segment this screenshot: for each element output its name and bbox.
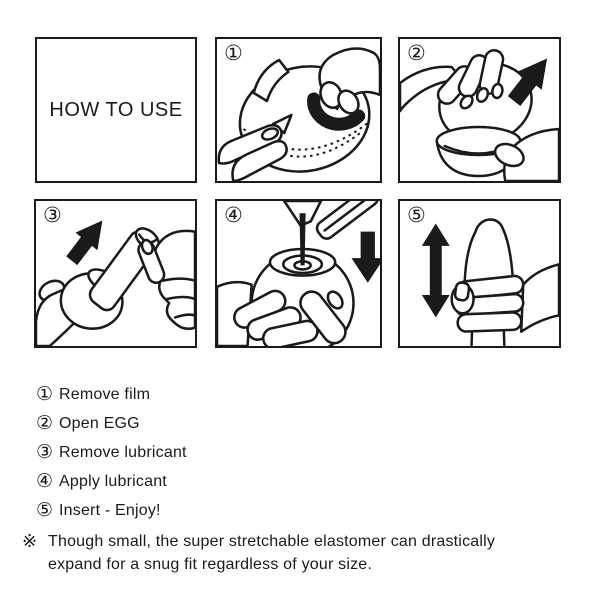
lubricant-stream: [300, 213, 306, 265]
instruction-number: ④: [36, 471, 54, 492]
instruction-number: ③: [36, 442, 54, 463]
footnote-line: Though small, the super stretchable elastomer can drastically: [48, 533, 496, 550]
panel-number: ②: [407, 42, 426, 65]
finger: [457, 312, 521, 332]
panel-step-4: [215, 199, 382, 348]
instruction-number: ②: [36, 413, 54, 434]
arrow-up-down-icon: [422, 223, 450, 317]
instruction-text: Remove film: [59, 385, 151, 403]
panel-number: ③: [43, 204, 62, 227]
panel-number: ⑤: [407, 204, 426, 227]
footnote-text: [48, 530, 495, 576]
right-hand-illustration: [136, 231, 195, 329]
instruction-item: [36, 438, 187, 467]
panel-step-2: [398, 37, 561, 183]
instruction-text: Apply lubricant: [59, 472, 167, 490]
instruction-number: ⑤: [36, 500, 54, 521]
panel-number: ①: [224, 42, 243, 65]
instruction-item: [36, 496, 187, 525]
wrist: [521, 264, 559, 331]
title-box: [35, 37, 197, 183]
reference-mark: ※: [22, 531, 38, 551]
instruction-text: Insert - Enjoy!: [59, 501, 161, 519]
arrow-down-icon: [351, 232, 380, 283]
fingernail: [491, 83, 503, 99]
footnote-line: expand for a snug fit regardless of your size.: [48, 556, 373, 573]
instructions-list: [36, 380, 187, 525]
panel-step-1: [215, 37, 382, 183]
page-title: HOW TO USE: [49, 98, 183, 121]
panel-step-5: [398, 199, 561, 348]
instruction-item: [36, 467, 187, 496]
instruction-number: ①: [36, 384, 54, 405]
panel-step-3: [34, 199, 197, 348]
thumbnail: [454, 282, 469, 301]
instruction-text: Open EGG: [59, 414, 140, 432]
hand-illustration: [317, 48, 380, 116]
instruction-text: Remove lubricant: [59, 443, 187, 461]
footnote: [22, 530, 582, 576]
instruction-item: [36, 380, 187, 409]
arrow-up-right-icon: [61, 212, 114, 270]
instruction-item: [36, 409, 187, 438]
panel-number: ④: [224, 204, 243, 227]
